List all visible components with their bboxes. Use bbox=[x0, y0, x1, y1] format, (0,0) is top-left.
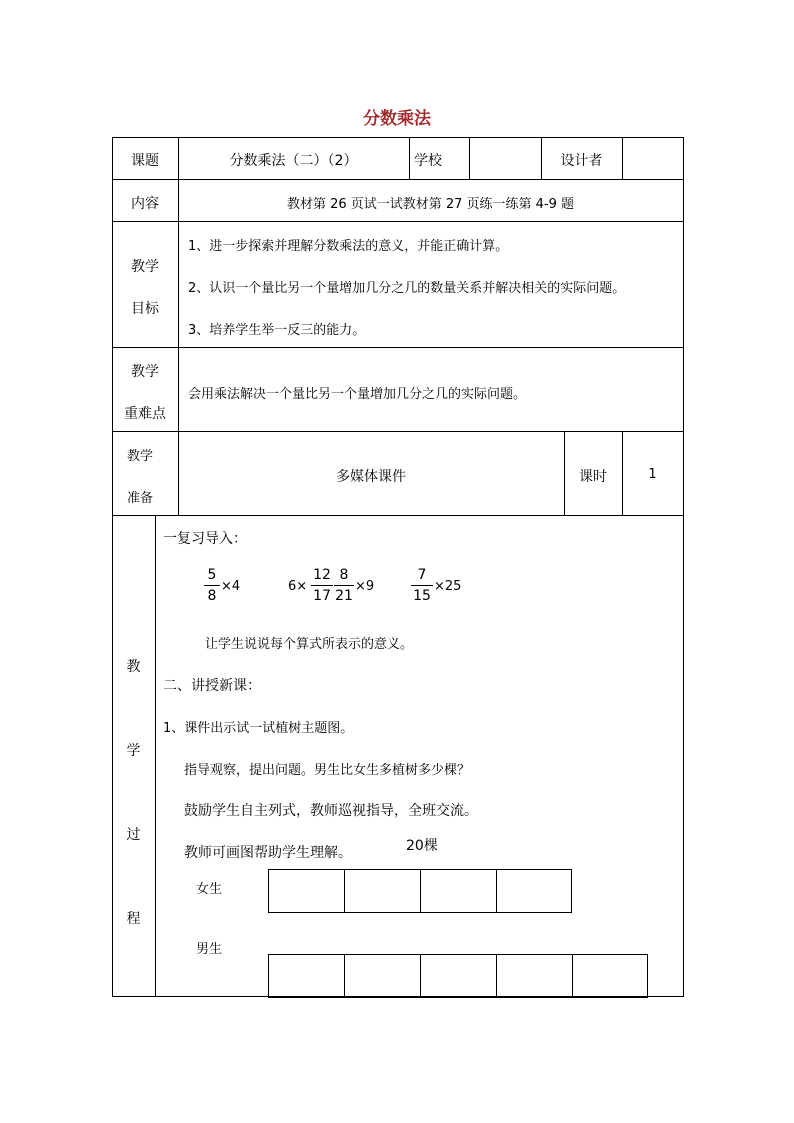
fraction bbox=[204, 566, 220, 605]
boys-bar-divider bbox=[496, 954, 497, 997]
process-label-char: 教 bbox=[126, 659, 141, 675]
boys-bar-divider bbox=[420, 954, 421, 997]
fraction-bar bbox=[204, 585, 220, 586]
content-text: 教材第 26 页试一试教材第 27 页练一练第 4-9 题 bbox=[286, 197, 575, 212]
fraction-denominator: 21 bbox=[335, 588, 353, 604]
fraction bbox=[411, 566, 433, 605]
column-divider bbox=[409, 137, 410, 179]
girls-bar-divider bbox=[420, 869, 421, 913]
process-label-char: 程 bbox=[126, 911, 141, 927]
step-1: 1、课件出示试一试植树主题图。 bbox=[163, 721, 354, 736]
fraction bbox=[311, 566, 333, 605]
row-divider bbox=[112, 347, 684, 348]
fraction-numerator: 12 bbox=[313, 567, 331, 583]
process-label-char: 过 bbox=[126, 827, 141, 843]
girls-bar-divider bbox=[344, 869, 345, 913]
column-divider bbox=[622, 137, 623, 179]
keypoints-text: 会用乘法解决一个量比另一个量增加几分之几的实际问题。 bbox=[188, 387, 527, 402]
topic-label: 课题 bbox=[131, 153, 159, 169]
keypoints-label-line1: 教学 bbox=[131, 364, 159, 380]
fraction-bar bbox=[334, 585, 354, 586]
keypoints-label-line2: 重难点 bbox=[124, 406, 166, 422]
fraction bbox=[334, 566, 354, 605]
review-note: 让学生说说每个算式所表示的意义。 bbox=[205, 637, 414, 652]
prep-label-line1: 教学 bbox=[126, 449, 153, 464]
column-divider bbox=[683, 137, 684, 997]
fraction-bar bbox=[311, 585, 333, 586]
guide-text: 指导观察，提出问题。男生比女生多植树多少棵？ bbox=[184, 763, 471, 778]
fraction-numerator: 8 bbox=[339, 567, 349, 583]
teacher-draw-text: 教师可画图帮助学生理解。 bbox=[184, 845, 352, 861]
fraction-denominator: 17 bbox=[313, 588, 331, 604]
goals-label-line2: 目标 bbox=[131, 301, 159, 317]
hours-value: 1 bbox=[648, 467, 657, 482]
fraction-denominator: 8 bbox=[207, 588, 217, 604]
new-lesson-heading: 二、讲授新课： bbox=[163, 678, 261, 694]
goal-item: 1、进一步探索并理解分数乘法的意义，并能正确计算。 bbox=[188, 239, 509, 254]
hours-label: 课时 bbox=[579, 469, 607, 485]
designer-label: 设计者 bbox=[560, 153, 603, 169]
prep-label-line2: 准备 bbox=[126, 491, 153, 506]
topic-value: 分数乘法（二）（2） bbox=[229, 153, 358, 169]
expression-tail: ×4 bbox=[221, 579, 241, 594]
prep-text: 多媒体课件 bbox=[336, 469, 406, 485]
content-label: 内容 bbox=[131, 196, 159, 212]
row-divider bbox=[112, 137, 684, 138]
fraction-denominator: 15 bbox=[413, 588, 431, 604]
review-heading: 一复习导入： bbox=[163, 531, 247, 547]
boys-bar-divider bbox=[572, 954, 573, 997]
goal-item: 2、认识一个量比另一个量增加几分之几的数量关系并解决相关的实际问题。 bbox=[188, 281, 626, 296]
fraction-bar bbox=[411, 585, 433, 586]
row-divider bbox=[112, 515, 684, 516]
boys-label: 男生 bbox=[196, 942, 223, 957]
process-label-char: 学 bbox=[126, 743, 141, 759]
expression-tail: ×9 bbox=[355, 579, 375, 594]
expression-lead: 6× bbox=[288, 579, 308, 594]
school-label: 学校 bbox=[414, 153, 442, 169]
goal-item: 3、培养学生举一反三的能力。 bbox=[188, 323, 366, 338]
fraction-numerator: 5 bbox=[207, 567, 217, 583]
row-divider bbox=[112, 179, 684, 180]
column-divider bbox=[155, 515, 156, 997]
goals-label-line1: 教学 bbox=[131, 259, 159, 275]
expression-tail: ×25 bbox=[434, 579, 462, 594]
fraction-numerator: 7 bbox=[417, 567, 427, 583]
diagram-total-label: 20棵 bbox=[406, 838, 438, 854]
girls-label: 女生 bbox=[196, 882, 223, 897]
boys-bar-divider bbox=[344, 954, 345, 997]
boys-bar bbox=[268, 954, 648, 998]
row-divider bbox=[112, 221, 684, 222]
encourage-text: 鼓励学生自主列式，教师巡视指导，全班交流。 bbox=[184, 803, 478, 819]
row-divider bbox=[112, 431, 684, 432]
girls-bar-divider bbox=[496, 869, 497, 913]
document-title: 分数乘法 bbox=[363, 109, 431, 129]
column-divider bbox=[469, 137, 470, 179]
